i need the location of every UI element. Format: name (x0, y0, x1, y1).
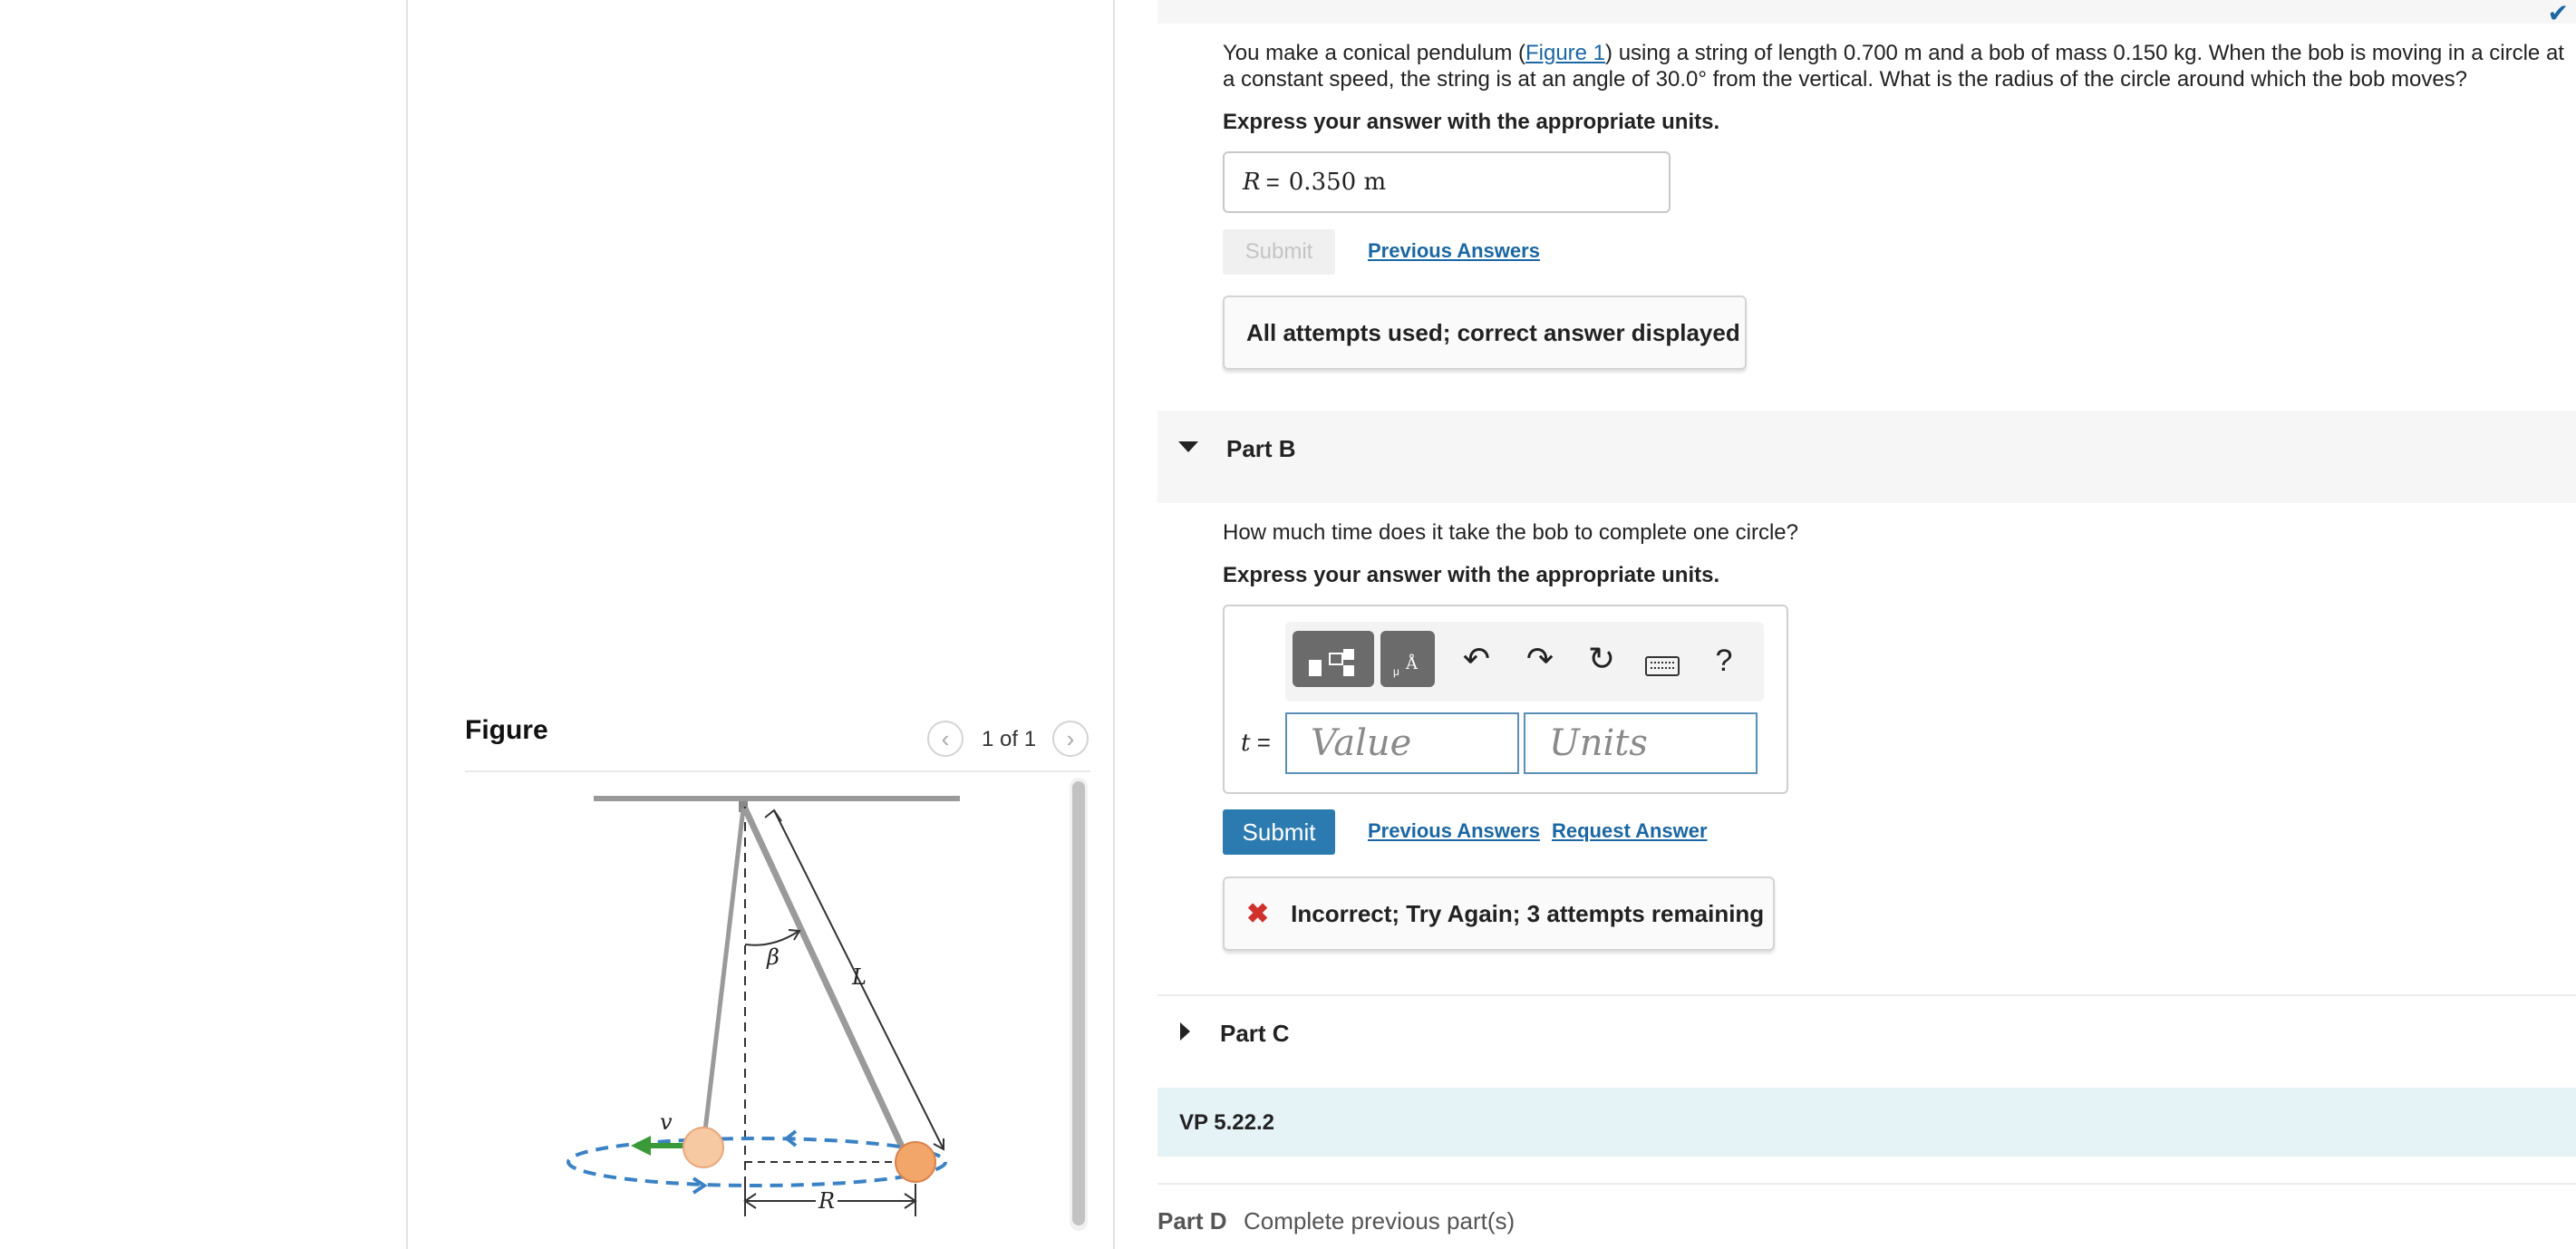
separator-d (1157, 1183, 2576, 1185)
radius-label: R (818, 1188, 836, 1214)
ceiling-bar (594, 796, 960, 801)
part-b-variable: t = (1241, 729, 1271, 757)
part-a-feedback: All attempts used; correct answer displayed (1223, 295, 1747, 370)
part-b-previous-answers-link[interactable]: Previous Answers (1368, 819, 1540, 842)
part-d-label: Part D (1157, 1207, 1227, 1234)
figure-title: Figure (465, 715, 548, 745)
figure-pager: 1 of 1 (982, 727, 1037, 751)
part-d-status: Complete previous part(s) (1244, 1207, 1516, 1234)
velocity-arrowhead (631, 1136, 651, 1156)
part-b-label[interactable]: Part B (1226, 435, 1296, 462)
separator-c (1157, 994, 2576, 996)
value-input[interactable]: Value (1285, 712, 1519, 774)
part-a-question: You make a conical pendulum (Figure 1) using a string of length 0.700 m and a bob of mass 0.150 kg. When the bob is moving in a circle at a constant speed, the string is at an angle of 30.0° from the vertical. What is the radius of the circle around which the bob moves? (1223, 41, 2564, 92)
caret-down-icon[interactable] (1178, 441, 1198, 452)
part-a-answer-display: R = 0.350 m (1223, 151, 1671, 213)
figure-rule (465, 770, 1090, 772)
undo-icon[interactable]: ↶ (1462, 640, 1491, 677)
vp-label: VP 5.22.2 (1179, 1110, 1274, 1135)
part-a-answer-value: 0.350 m (1288, 169, 1387, 196)
chevron-left-icon: ‹ (941, 724, 950, 752)
reset-icon[interactable]: ↻ (1587, 640, 1616, 677)
string-back (703, 808, 743, 1146)
keyboard-icon[interactable] (1645, 656, 1680, 676)
angle-arc (745, 932, 798, 945)
part-b-question: How much time does it take the bob to complete one circle? (1223, 520, 1798, 545)
length-label: L (852, 964, 867, 990)
redo-icon[interactable]: ↷ (1525, 640, 1554, 677)
bob-back (683, 1128, 723, 1167)
units-input[interactable]: Units (1524, 712, 1758, 774)
chevron-right-icon: › (1066, 724, 1075, 752)
panel-divider (1113, 0, 1115, 1249)
request-answer-link[interactable]: Request Answer (1552, 819, 1708, 842)
caret-right-icon[interactable] (1180, 1022, 1190, 1041)
vp-band (1157, 1088, 2576, 1157)
error-x-icon: ✖ (1246, 898, 1270, 929)
figure-link[interactable]: Figure 1 (1525, 41, 1606, 65)
bob-front (896, 1142, 935, 1182)
part-d-row (1157, 1207, 1515, 1235)
part-b-submit-button[interactable]: Submit (1223, 809, 1335, 855)
part-a-submit-button: Submit (1223, 229, 1335, 275)
part-c-label[interactable]: Part C (1220, 1020, 1290, 1047)
velocity-label: v (660, 1109, 673, 1135)
help-icon[interactable]: ? (1715, 643, 1733, 678)
figure-prev-button[interactable] (927, 721, 964, 757)
part-b-header[interactable] (1157, 411, 2576, 503)
part-b-feedback: ✖ Incorrect; Try Again; 3 attempts remaining (1223, 876, 1775, 951)
part-a-previous-answers-link[interactable]: Previous Answers (1368, 239, 1540, 262)
templates-icon[interactable] (1293, 631, 1374, 687)
part-a-instruction: Express your answer with the appropriate units. (1223, 110, 1720, 134)
conical-pendulum-figure (544, 789, 979, 1224)
string-front (745, 808, 908, 1160)
angle-label: β (767, 944, 780, 970)
left-divider (406, 0, 408, 1249)
units-angstrom-icon[interactable]: Å μ (1380, 631, 1435, 687)
check-icon: ✔ (2547, 0, 2569, 27)
figure-scrollbar-thumb[interactable] (1072, 781, 1085, 1225)
part-a-band (1157, 0, 2576, 24)
figure-next-button[interactable] (1052, 721, 1089, 757)
part-b-instruction: Express your answer with the appropriate units. (1223, 563, 1720, 587)
